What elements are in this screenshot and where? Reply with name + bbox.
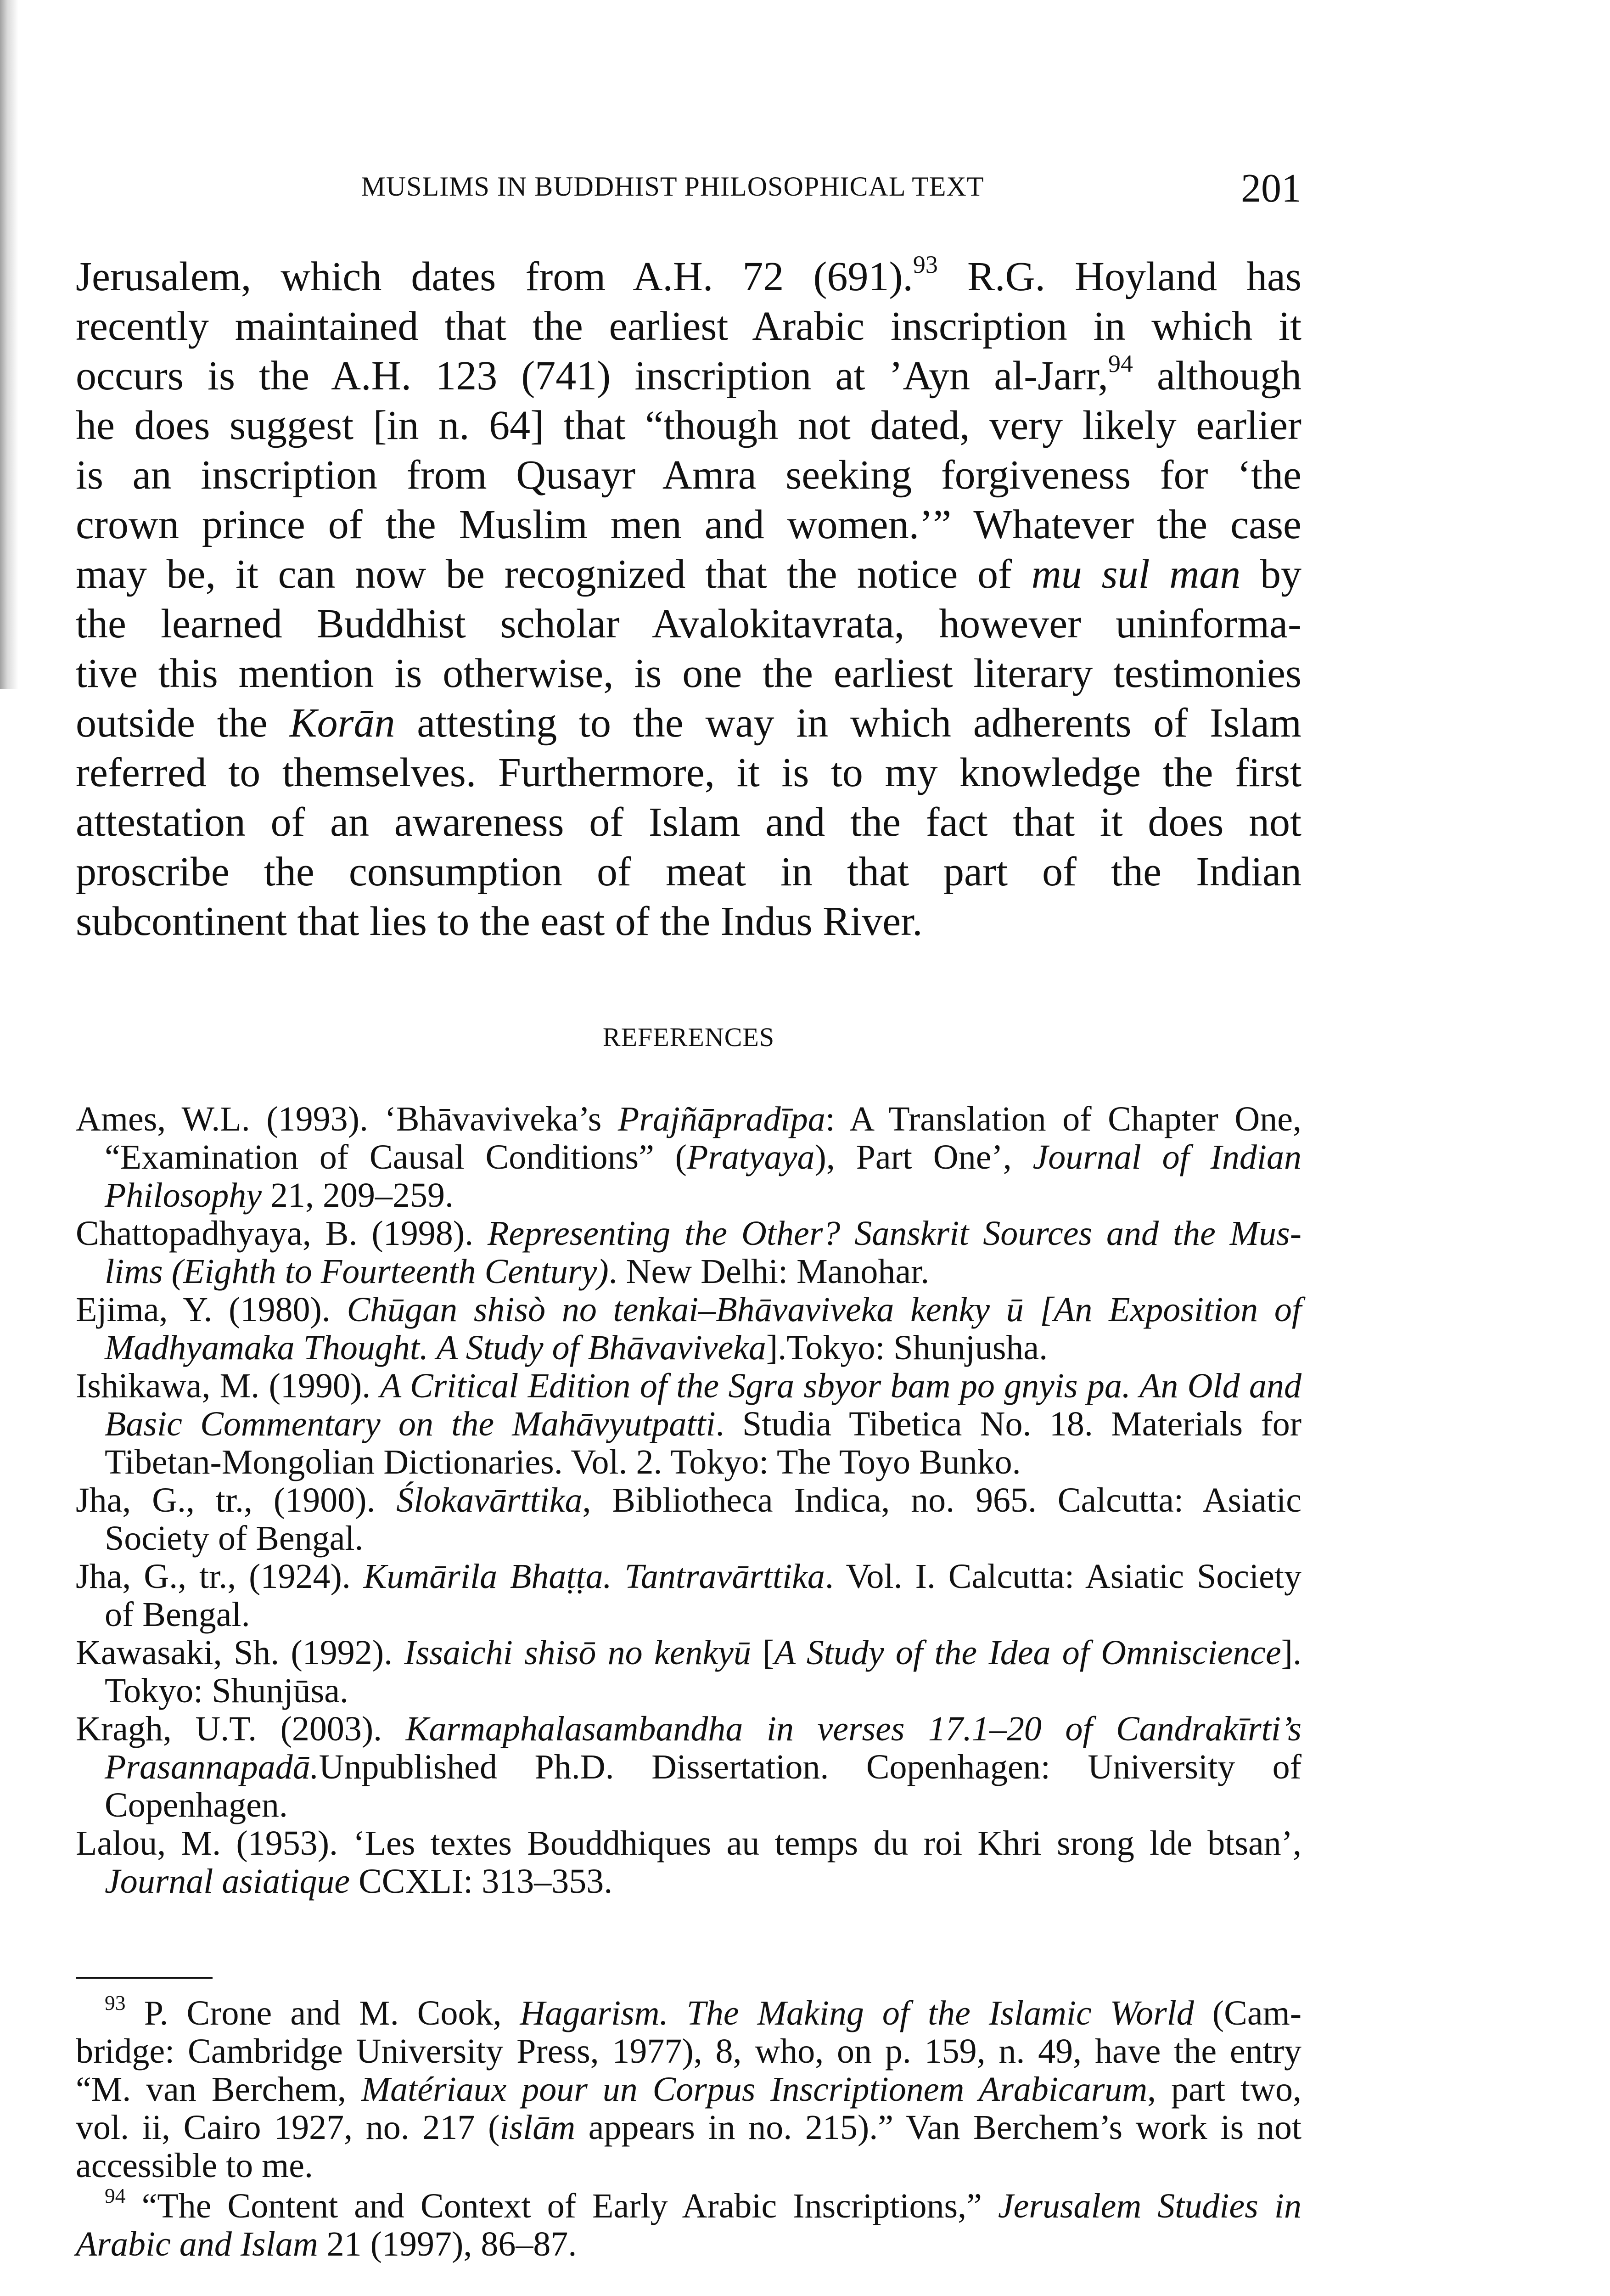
page-number: 201 <box>1241 166 1301 211</box>
reference-entry <box>76 1710 1301 1824</box>
text-run: proscribe the consumption of meat in that part of the Indian <box>76 849 1301 895</box>
text-run: accessible to me. <box>76 2146 314 2185</box>
italic-run: Philosophy <box>105 1176 262 1215</box>
text-run: Jha, G., tr., (1924). <box>76 1557 364 1596</box>
text-run: vol. ii, Cairo 1927, no. 217 ( <box>76 2108 500 2147</box>
italic-run: Journal of Indian <box>1032 1138 1301 1176</box>
italic-run: lims (Eighth to Fourteenth Century) <box>105 1252 609 1291</box>
text-run: Ishikawa, M. (1990). <box>76 1367 380 1405</box>
text-run: bridge: Cambridge University Press, 1977), 8, who, on p. 159, n. 49, have the entry <box>76 2032 1301 2071</box>
reference-entry <box>76 1558 1301 1634</box>
text-line <box>76 302 1301 351</box>
text-line <box>76 698 1301 748</box>
running-title: MUSLIMS IN BUDDHIST PHILOSOPHICAL TEXT <box>361 171 984 202</box>
text-run: Ejima, Y. (1980). <box>76 1290 347 1329</box>
footnote-marker: 93 <box>913 251 938 279</box>
text-run: attesting to the way in which adherents of Islam <box>395 700 1301 746</box>
text-run: occurs is the A.H. 123 (741) inscription at ’Ayn al-Jarr, <box>76 353 1108 399</box>
text-line <box>76 1672 1301 1710</box>
footnote <box>76 1991 1302 2185</box>
text-run: “Examination of Causal Conditions” ( <box>105 1138 687 1176</box>
text-run: Jerusalem, which dates from A.H. 72 (691). <box>76 254 913 299</box>
text-line <box>76 897 1301 946</box>
text-run: crown prince of the Muslim men and women.’” Whatever the case <box>76 502 1301 547</box>
italic-run: Hagarism. The Making of the Islamic World <box>520 1994 1194 2032</box>
text-run: ]. <box>1281 1633 1301 1672</box>
text-run: , part two, <box>1147 2070 1302 2109</box>
text-line <box>76 2225 1301 2263</box>
italic-run: Pratyaya <box>686 1138 815 1176</box>
reference-entry <box>76 1215 1301 1291</box>
italic-run: Prajñāpradīpa <box>617 1100 825 1138</box>
italic-run: Representing the Other? Sanskrit Sources and the Mus- <box>488 1214 1301 1253</box>
text-line <box>76 748 1301 798</box>
text-run: the learned Buddhist scholar Avalokitavrata, however uninforma- <box>76 601 1301 647</box>
text-line <box>76 2184 1301 2225</box>
text-line <box>76 649 1301 698</box>
text-line <box>76 1748 1301 1786</box>
text-run: Jha, G., tr., (1900). <box>76 1481 397 1519</box>
text-run: . Vol. I. Calcutta: Asiatic Society <box>825 1557 1302 1596</box>
text-run: CCXLI: 313–353. <box>350 1862 613 1901</box>
text-run: . New Delhi: Manohar. <box>608 1252 930 1291</box>
italic-run: Jerusalem Studies in <box>998 2187 1301 2225</box>
text-line <box>76 1634 1301 1672</box>
italic-run: Kumārila Bhaṭṭa. Tantravārttika <box>363 1557 825 1596</box>
text-line <box>76 1405 1301 1443</box>
text-line <box>76 351 1301 401</box>
text-line <box>76 1481 1301 1519</box>
italic-run: Chūgan shisò no tenkai–Bhāvaviveka kenky ū [An Exposition of <box>347 1290 1301 1329</box>
text-run: although <box>1133 353 1301 399</box>
italic-run: Basic Commentary on the Mahāvyutpatti <box>105 1405 716 1443</box>
text-line <box>76 2147 1301 2185</box>
text-run: recently maintained that the earliest Arabic inscription in which it <box>76 304 1301 349</box>
text-run: Chattopadhyaya, B. (1998). <box>76 1214 488 1253</box>
reference-entry <box>76 1824 1301 1901</box>
text-run: ].Tokyo: Shunjusha. <box>766 1328 1048 1367</box>
text-run: subcontinent that lies to the east of the Indus River. <box>76 899 923 944</box>
text-run: tive this mention is otherwise, is one the earliest literary testimonies <box>76 651 1301 696</box>
reference-entry <box>76 1367 1301 1481</box>
footnote-marker: 94 <box>105 2184 126 2208</box>
text-line <box>76 1176 1301 1215</box>
reference-entry <box>76 1634 1301 1710</box>
italic-run: Karmaphalasambandha in verses 17.1–20 of Candrakīrti’s <box>405 1710 1301 1748</box>
italic-run: Issaichi shisō no kenkyū <box>404 1633 751 1672</box>
text-run: “The Content and Context of Early Arabic Inscriptions,” <box>125 2187 998 2225</box>
text-run: Kragh, U.T. (2003). <box>76 1710 406 1748</box>
text-run: . Studia Tibetica No. 18. Materials for <box>715 1405 1301 1443</box>
text-line <box>76 1710 1301 1748</box>
italic-run: Arabic and Islam <box>76 2225 318 2263</box>
text-line <box>76 252 1301 302</box>
text-line <box>76 1138 1301 1176</box>
text-run: , Bibliotheca Indica, no. 965. Calcutta: Asiatic <box>582 1481 1301 1519</box>
text-line <box>76 1824 1301 1863</box>
text-line <box>76 1329 1301 1367</box>
italic-run: Prasannapadā. <box>105 1748 319 1786</box>
footnotes <box>76 1991 1302 2266</box>
italic-run: A Study of the Idea of Omniscience <box>774 1633 1281 1672</box>
italic-run: islām <box>499 2108 576 2147</box>
text-line <box>76 1291 1301 1329</box>
text-line <box>76 1215 1301 1253</box>
text-run: R.G. Hoyland has <box>937 254 1301 299</box>
text-run: outside the <box>76 700 290 746</box>
text-line <box>76 450 1301 500</box>
text-run: Copenhagen. <box>105 1786 288 1824</box>
page-header <box>76 165 1301 211</box>
text-run: Tokyo: Shunjūsa. <box>105 1671 348 1710</box>
text-line <box>76 1519 1301 1558</box>
text-run: referred to themselves. Furthermore, it is to my knowledge the first <box>76 750 1301 795</box>
footnote-marker: 93 <box>105 1991 126 2015</box>
text-line <box>76 847 1301 897</box>
text-run: appears in no. 215).” Van Berchem’s work is not <box>575 2108 1301 2147</box>
text-line <box>76 1991 1302 2032</box>
text-run: P. Crone and M. Cook, <box>125 1994 520 2032</box>
text-line <box>76 798 1301 847</box>
italic-run: Journal asiatique <box>105 1862 350 1901</box>
italic-run: Matériaux pour un Corpus Inscriptionem Arabicarum <box>361 2070 1148 2109</box>
text-run: ), Part One’, <box>814 1138 1033 1176</box>
references-heading: REFERENCES <box>602 1022 775 1052</box>
italic-run: Madhyamaka Thought. A Study of Bhāvaviveka <box>105 1328 766 1367</box>
text-run: he does suggest [in n. 64] that “though not dated, very likely earlier <box>76 403 1301 448</box>
text-run: Lalou, M. (1953). ‘Les textes Bouddhiques au temps du roi Khri srong lde btsan’, <box>76 1824 1301 1863</box>
reference-entry <box>76 1291 1301 1367</box>
text-line <box>76 401 1301 450</box>
text-line <box>76 1863 1301 1901</box>
text-line <box>76 1100 1301 1138</box>
text-line <box>76 500 1301 550</box>
italic-run: A Critical Edition of the Sgra sbyor bam po gnyis pa. An Old and <box>380 1367 1301 1405</box>
text-run: is an inscription from Qusayr Amra seeking forgiveness for ‘the <box>76 452 1301 498</box>
text-run: : A Translation of Chapter One, <box>825 1100 1301 1138</box>
text-line <box>76 2109 1301 2147</box>
text-run: 21 (1997), 86–87. <box>318 2225 577 2263</box>
text-line <box>76 1596 1301 1634</box>
text-run: by <box>1240 551 1301 597</box>
footnote <box>76 2184 1301 2263</box>
text-run: Society of Bengal. <box>105 1519 364 1558</box>
italic-run: Ślokavārttika <box>396 1481 583 1519</box>
text-run: attestation of an awareness of Islam and the fact that it does not <box>76 799 1301 845</box>
text-line <box>76 1443 1301 1481</box>
footnote-marker: 94 <box>1108 350 1133 378</box>
text-line <box>76 2032 1301 2071</box>
text-run: (Cam- <box>1194 1994 1302 2032</box>
text-run: Unpublished Ph.D. Dissertation. Copenhagen: University of <box>319 1748 1301 1786</box>
text-line <box>76 2071 1301 2109</box>
text-run: 21, 209–259. <box>261 1176 454 1215</box>
text-run: “M. van Berchem, <box>76 2070 361 2109</box>
reference-entry <box>76 1100 1301 1215</box>
text-line <box>76 1558 1301 1596</box>
text-line <box>76 1786 1301 1824</box>
text-run: of Bengal. <box>105 1595 250 1634</box>
text-run: Kawasaki, Sh. (1992). <box>76 1633 404 1672</box>
text-run: Tibetan-Mongolian Dictionaries. Vol. 2. Tokyo: The Toyo Bunko. <box>105 1443 1021 1481</box>
text-run: [ <box>751 1633 774 1672</box>
text-line <box>76 1253 1301 1291</box>
text-line <box>76 550 1301 599</box>
scan-edge-shadow <box>0 0 18 689</box>
text-line <box>76 1367 1301 1405</box>
italic-run: mu sul man <box>1031 551 1241 597</box>
italic-run: Korān <box>289 700 395 746</box>
reference-entry <box>76 1481 1301 1558</box>
body-paragraph <box>76 252 1301 946</box>
references-list <box>76 1100 1301 1901</box>
text-run: Ames, W.L. (1993). ‘Bhāvaviveka’s <box>76 1100 618 1138</box>
text-line <box>76 599 1301 649</box>
text-run: may be, it can now be recognized that the notice of <box>76 551 1032 597</box>
footnote-rule <box>76 1977 213 1979</box>
